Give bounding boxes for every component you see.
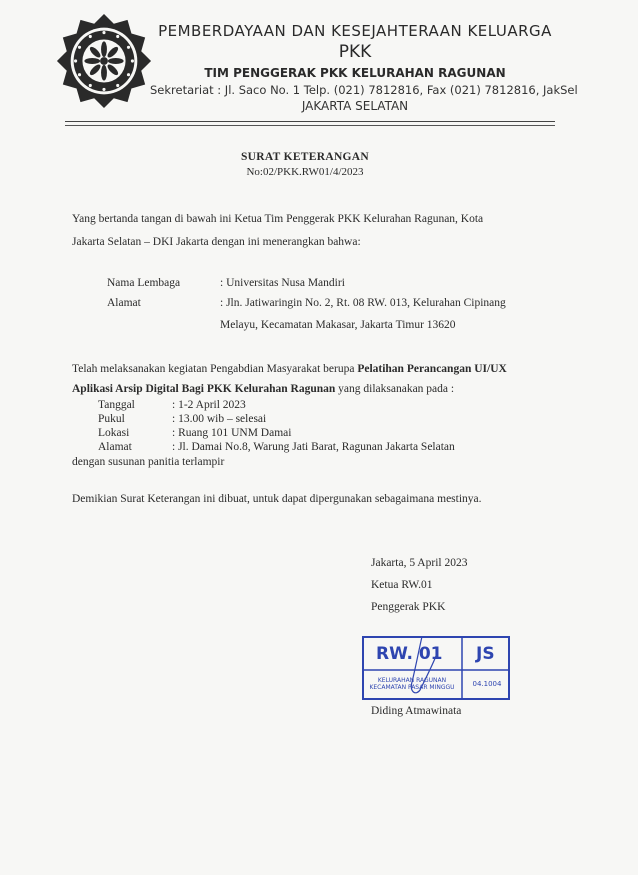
org-name-line3: TIM PENGGERAK PKK KELURAHAN RAGUNAN [204, 66, 506, 80]
institution-name-label: Nama Lembaga [107, 277, 181, 289]
stamp-kecamatan: KECAMATAN PASAR MINGGU [369, 684, 455, 691]
time-value: : 13.00 wib – selesai [172, 413, 267, 425]
header-rule-thick [65, 121, 555, 122]
stamp-rw-number: RW. 01 [376, 644, 443, 664]
institution-address-label: Alamat [107, 297, 141, 309]
signer-position2: Penggerak PKK [371, 601, 446, 613]
venue-address-value: : Jl. Damai No.8, Warung Jati Barat, Ragunan Jakarta Selatan [172, 441, 455, 453]
intro-line1: Yang bertanda tangan di bawah ini Ketua Tim Penggerak PKK Kelurahan Ragunan, Kota [72, 213, 484, 225]
date-label: Tanggal [98, 399, 135, 411]
date-value: : 1-2 April 2023 [172, 399, 246, 411]
signer-position1: Ketua RW.01 [371, 579, 433, 591]
signatory-name: Diding Atmawinata [371, 705, 462, 717]
activity-prefix: Telah melaksanakan kegiatan Pengabdian Masyarakat berupa [72, 363, 358, 375]
activity-line1 [72, 362, 507, 376]
pkk-emblem-logo [55, 12, 153, 110]
activity-suffix: yang dilaksanakan pada : [335, 383, 455, 395]
org-name-line2: PKK [338, 42, 372, 62]
rw-official-stamp [362, 636, 510, 700]
institution-address-value-line1: : Jln. Jatiwaringin No. 2, Rt. 08 RW. 013, Kelurahan Cipinang [220, 297, 506, 309]
location-label: Lokasi [98, 427, 130, 439]
place-and-date: Jakarta, 5 April 2023 [371, 557, 468, 569]
document-number: No:02/PKK.RW01/4/2023 [246, 166, 364, 178]
time-label: Pukul [98, 413, 125, 425]
org-address: Sekretariat : Jl. Saco No. 1 Telp. (021) 7812816, Fax (021) 7812816, JakSel [150, 83, 578, 97]
activity-title-part2: Aplikasi Arsip Digital Bagi PKK Kelurahan Ragunan [72, 383, 336, 395]
venue-address-label: Alamat [98, 441, 132, 453]
committee-note: dengan susunan panitia terlampir [72, 456, 225, 468]
location-value: : Ruang 101 UNM Damai [172, 427, 292, 439]
closing-statement: Demikian Surat Keterangan ini dibuat, untuk dapat dipergunakan sebagaimana mestinya. [72, 493, 482, 505]
stamp-code: 04.1004 [472, 680, 502, 688]
stamp-kelurahan: KELURAHAN RAGUNAN [377, 677, 447, 684]
org-name-line1: PEMBERDAYAAN DAN KESEJAHTERAAN KELUARGA [158, 22, 552, 40]
institution-name-value: : Universitas Nusa Mandiri [220, 277, 345, 289]
activity-title-part1: Pelatihan Perancangan UI/UX [357, 363, 507, 375]
stamp-initials: JS [476, 644, 495, 664]
document-title: SURAT KETERANGAN [240, 151, 370, 163]
intro-line2: Jakarta Selatan – DKI Jakarta dengan ini menerangkan bahwa: [72, 236, 361, 248]
header-rule-thin [65, 125, 555, 126]
institution-address-value-line2: Melayu, Kecamatan Makasar, Jakarta Timur 13620 [220, 319, 456, 331]
activity-line2 [72, 382, 454, 396]
org-city: JAKARTA SELATAN [301, 99, 409, 113]
